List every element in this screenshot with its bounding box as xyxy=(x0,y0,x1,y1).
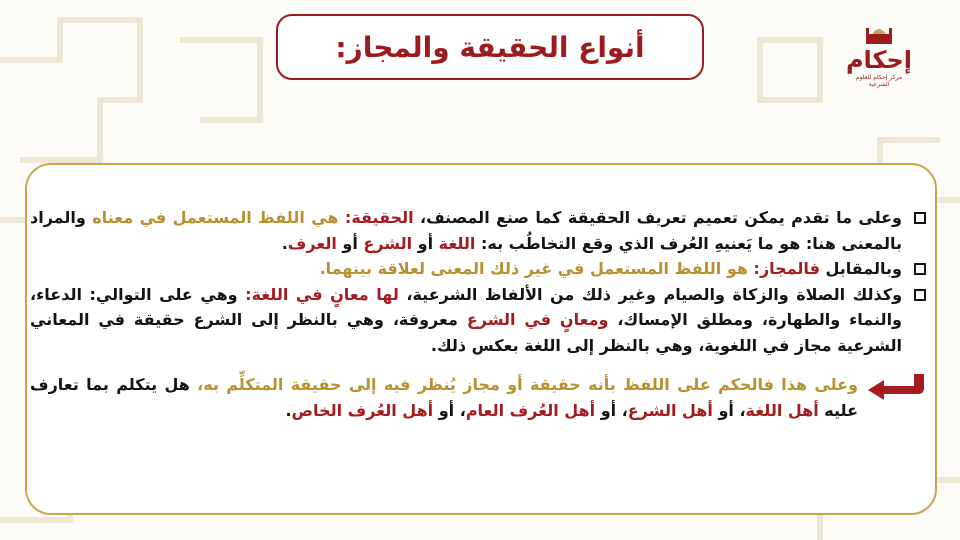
text: أو xyxy=(336,233,364,253)
definition: هي اللفظ المستعمل في معناه xyxy=(92,208,345,227)
term-people-sharia: أهل الشرع xyxy=(627,400,713,420)
logo-subtitle: مركز إحكام للعلوم الشرعية xyxy=(855,74,903,88)
logo xyxy=(845,24,913,104)
checkbox-icon xyxy=(914,289,926,301)
term-people-language: أهل اللغة xyxy=(745,400,819,420)
logo-name: إحكام xyxy=(845,46,913,74)
term-sharia: الشرع xyxy=(363,233,413,253)
term-language-meanings: لها معانٍ في اللغة: xyxy=(245,284,399,304)
content-text xyxy=(30,205,928,423)
text: والمراد بالمعنى هنا: هو ما يَعنيهِ العُرف الذي وقع التخاطُب به: xyxy=(30,208,902,253)
definition: هو اللفظ المستعمل في غير ذلك المعنى لعلاقة بينهما. xyxy=(319,259,754,278)
mosque-icon xyxy=(864,24,894,46)
return-arrow-icon xyxy=(866,374,928,400)
paragraph-sharia-terms xyxy=(30,282,928,359)
term-language: اللغة xyxy=(438,233,476,253)
text: أو xyxy=(412,233,439,253)
text: وبالمقابل xyxy=(819,259,902,278)
text: . xyxy=(285,400,292,420)
paragraph-metaphor-definition xyxy=(30,256,928,282)
text: وهي على التوالي: الدعاء، والنماء والطهارة، ومطلق الإمساك، xyxy=(30,284,902,329)
paragraph-judgment xyxy=(30,372,928,423)
text: ، أو xyxy=(595,400,628,420)
text: ، أو xyxy=(433,400,466,420)
title-box xyxy=(276,14,704,80)
text: ، أو xyxy=(712,400,746,420)
checkbox-icon xyxy=(914,263,926,275)
text: . xyxy=(281,233,288,253)
term-general-custom: أهل العُرف العام xyxy=(465,400,596,420)
term-metaphor: فالمجاز: xyxy=(753,259,820,278)
term-truth: الحقيقة: xyxy=(344,208,414,227)
text: معروفة، وهي بالنظر إلى الشرع حقيقة في المعاني الشرعية مجاز في اللغوية، وهي بالنظر إلى اللغة بعكس ذلك. xyxy=(30,310,902,355)
term-special-custom: أهل العُرف الخاص xyxy=(291,400,434,420)
judgment-statement: وعلى هذا فالحكم على اللفظ بأنه حقيقة أو مجاز يُنظر فيه إلى حقيقة المتكلِّم به، xyxy=(197,375,858,394)
term-custom: العرف xyxy=(287,233,337,253)
term-sharia-meanings: ومعانٍ في الشرع xyxy=(466,310,609,329)
text: هل يتكلم بما تعارف عليه xyxy=(30,375,858,420)
text: وكذلك الصلاة والزكاة والصيام وغير ذلك من الألفاظ الشرعية، xyxy=(398,284,903,304)
text: وعلى ما تقدم يمكن تعميم تعريف الحقيقة كما صنع المصنف، xyxy=(413,208,902,227)
page-title: أنواع الحقيقة والمجاز: xyxy=(335,30,645,64)
paragraph-truth-definition xyxy=(30,205,928,256)
checkbox-icon xyxy=(914,212,926,224)
